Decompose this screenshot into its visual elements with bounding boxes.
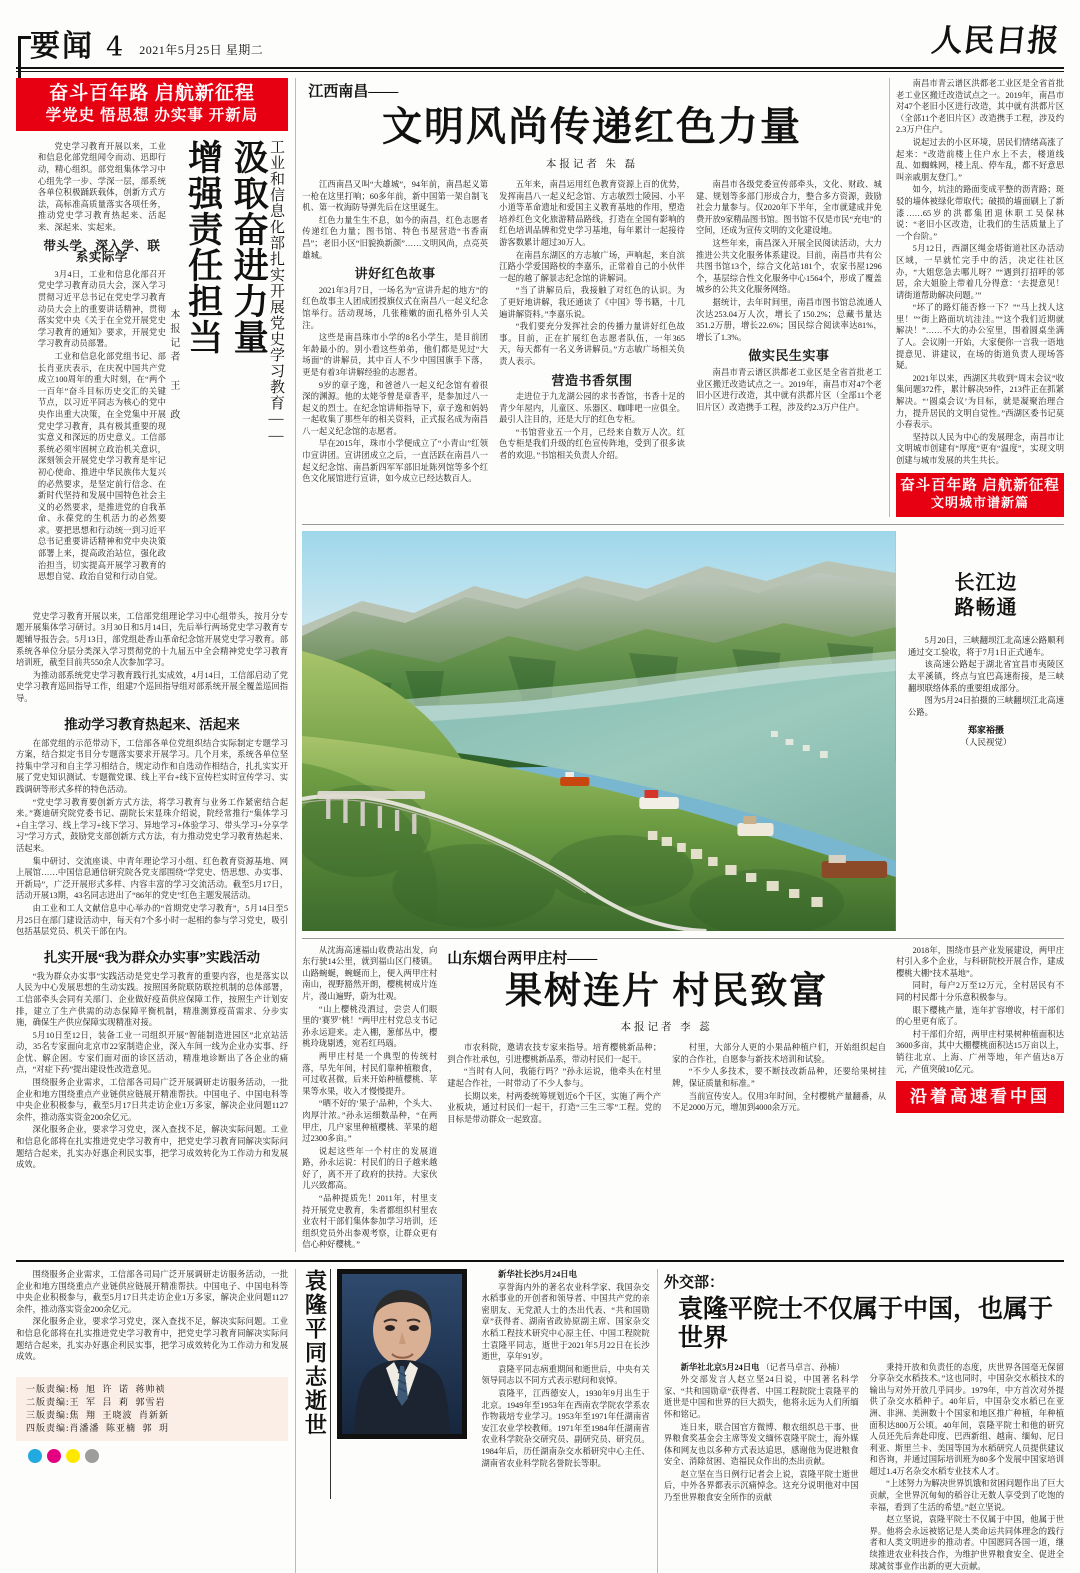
lead-s0-p2: 党史学习教育开展以来，工信部党组理论学习中心组带头，按月分专题开展集体学习研讨。3月30日和5月14日，先后举行两场党史学习教育专题辅导报告会。5月13日，部党组赴香山革命纪念馆开展党史学习教育。部系统各单位分层分类深入学习贯彻党的十九届五中全会精神党史学习教育培训班，截至目前共550余人次参加学习。	[16, 611, 288, 669]
mfa-kicker: 外交部：	[664, 1271, 1064, 1292]
banner-rm-line-1: 奋斗百年路 启航新征程	[898, 477, 1062, 495]
registration-dots	[28, 1449, 288, 1463]
nc-s2-p0: 南昌市青云谱区洪都老工业区是全省首批老工业区搬迁改造试点之一。2019年，南昌市对47个老旧小区进行改造，其中就有洪都片区（全部11个老旧片区）改造携手工程，涉及约2.3万户住户。	[696, 367, 882, 413]
nc-s2-p6: 坚持以人民为中心的发展理念，南昌市让文明城市创建有“厚度”更有“温度”，实现文明创建与城市发展的共生共长。	[896, 432, 1064, 467]
mfa-col-2	[870, 1362, 1065, 1573]
photo-block	[302, 531, 1064, 931]
mfa-dateline: 新华社北京5月24日电	[681, 1363, 760, 1372]
credit-line-3: 四版责编:肖潘潘 陈亚楠 郭 玥	[26, 1422, 278, 1435]
lead-continued-text	[16, 611, 288, 705]
yantai-col-mid-a	[447, 1042, 661, 1126]
nanchang-col-2	[499, 179, 685, 486]
nc-s1-p2: 南昌市各级党委宣传部牵头，文化、财政、城建、规划等多部门形成合力，整合多方资源，鼓励社会力量参与。仅2020年下半年，全市就建成并免费开放9家精品图书馆。图书馆不仅是市民“充电”的空间，还成为宣传文明的文化建设地。	[696, 179, 882, 237]
caption-para-1: 该高速公路起于湖北省宜昌市夷陵区太平溪镇，终点与宜巴高速衔接，是三峡翻坝联络体系的重要组成部分。	[908, 659, 1064, 695]
mfa-l2: 赵立坚在当日例行记者会上说，袁隆平院士逝世后，中外各界都表示沉痛悼念。这充分说明他对中国乃至世界粮食安全所作的贡献	[664, 1469, 859, 1504]
yantai-center	[437, 945, 896, 1127]
lead-s0-p1: 工业和信息化部党组书记、部长肖亚庆表示，在庆祝中国共产党成立100周年的重大时刻，在“两个一百年”奋斗目标历史交汇的关键节点，以习近平同志为核心的党中央作出重大决策，在全党集中开展党史学习教育，具有极其重要的现实意义和深远的历史意义。工信部系统必须牢固树立政治机关意识，深刻领会开展党史学习教育是牢记初心使命、推进中华民族伟大复兴的必然要求，是坚定前行信念、在新时代坚持和发展中国特色社会主义的必然要求，是推进党的自我革命、永葆党的生机活力的必然要求。要把思想和行动统一到习近平总书记重要讲话精神和党中央决策部署上来，提高政治站位，强化政治担当，切实提高开展学习教育的思想自觉、政治自觉和行动自觉。	[38, 351, 166, 583]
nc-s2-p4: “坏了的路灯能否修一下？”“马上找人这里！”“街上路面坑坑洼洼。”“这个我们近期就解决！”……不大的办公室里，围着圆桌坐满了人。会议刚一开始，大家便你一言我一语地提意见、讲建议，在场的街道负责人现场答疑。	[896, 302, 1064, 372]
ob-dateline	[481, 1269, 649, 1281]
caption-para-0: 5月20日，三峡翻坝江北高速公路顺利通过交工验收，将于7月1日正式通车。	[908, 635, 1064, 659]
yangtze-river-photo	[302, 531, 896, 931]
dot-yellow	[66, 1449, 80, 1463]
nanchang-headline: 文明风尚传递红色力量	[302, 105, 882, 149]
lead-s2-p0: “我为群众办实事”实践活动是党史学习教育的重要内容，也是落实以人民为中心发展思想的生动实践。按照国务院联防联控机制的总体部署，工信部牵头会同有关部门、企业做好疫苗供应保障工作，按照生产计划安排，建立了生产供需的动态保障平衡机制，精准测算疫苗需求、分步实施，确保生产供应保障实现精准对接。	[16, 971, 288, 1029]
section-title: 要闻	[30, 32, 94, 62]
nanchang-subhead-2: 做实民生实事	[696, 350, 882, 362]
caption-para-2: 图为5月24日拍摄的三峡翻坝江北高速公路。	[908, 695, 1064, 719]
bl-p0: 围绕服务企业需求，工信部各司局广泛开展调研走访服务活动，一批企业和地方围绕重点产业链供应链展开精准帮扶。中国电子、中国电科等中央企业积极参与，截至5月17日共走访企业1万多家，解决企业问题1127余件，推动落实资金200余亿元。	[16, 1269, 288, 1315]
nanchang-story	[302, 78, 882, 517]
nc-s2-p0-dup: 南昌市青云谱区洪都老工业区是全省首批老工业区搬迁改造试点之一。2019年，南昌市对47个老旧小区进行改造，其中就有洪都片区（全部11个老旧片区）改造携手工程，涉及约2.3万户住户。	[896, 78, 1064, 136]
caption-title-line-2: 路畅通	[908, 596, 1064, 621]
lead-byline: 本报记者 王 政	[166, 309, 181, 459]
nc-s1-p0: 走进位于九龙湖公园的求书香馆，书香十足的青少年屋内，儿童区、乐器区、咖啡吧一应俱全。最引人注目的，还是大厅的红色专柜。	[499, 391, 685, 426]
yt-l1: “山上樱桃没洒过，尝尝人们眼里的‘赛罗’桃！”两甲庄村党总支书记孙永运迎来。走入棚，葱郁丛中，樱桃玲珑剔透，宛若红玛瑙。	[302, 1004, 437, 1050]
yantai-story	[302, 945, 1064, 1252]
nanchang-subhead-0: 讲好红色故事	[302, 268, 488, 280]
nc-lead-0: 江西南昌又叫“大雄城”，94年前，南昌起义第一枪在这里打响；60多年前，新中国第一架自制飞机、第一枚海防导弹先后在这里诞生。	[302, 179, 488, 214]
portrait-illustration	[342, 1274, 462, 1434]
yt-l5: “品种提质先！2011年，村里支持开展党史教育，朱者都组织村里农业农村干部们集体参加学习培训，还组织党员外出参观考察，让群众更有信心种好樱桃。”	[302, 1193, 437, 1251]
lead-subhead-1: 推动学习教育热起来、活起来	[16, 713, 288, 733]
banner-right-mid	[896, 473, 1064, 517]
nc-s0-p3: 早在2015年，珠市小学便成立了“小青山”红领巾宣讲团。宣讲团成立之后，一直活跃在南昌八一起义纪念馆、南昌新四军军部旧址陈列馆等多个红色文化展馆进行宣讲，如今成立已经达数百人。	[302, 438, 488, 484]
caption-title-line-1: 长江边	[908, 571, 1064, 596]
editor-credits	[16, 1377, 288, 1441]
lead-subhead-0: 带头学、深入学、联系实际学	[38, 241, 166, 264]
yt-l0: 从沈海高速福山收费站出发，向东行驶14公里，就到福山区门楼镇。山路蜿蜒，蜿蜒而上，便入两甲庄村南山，视野豁然开朗，樱桃树成片连片，漫山遍野，蔚为壮观。	[302, 945, 437, 1003]
bl-p1: 深化服务企业，要求学习党史，深入查找不足，解决实际问题。工业和信息化部将在扎实推进党史学习教育中，把党史学习教育同解决实际问题结合起来，扎实办好惠企利民实事，把学习成效转化为工作动力和发展成效。	[16, 1316, 288, 1362]
lead-subhead-2: 扎实开展“我为群众办实事”实践活动	[16, 946, 288, 966]
banner-line-2: 学党史 悟思想 办实事 开新局	[18, 106, 286, 126]
lead-headline-block	[16, 139, 288, 609]
caption-photographer: 郑家裕摄	[908, 723, 1064, 736]
yt-m1: “当时有人问，我能行吗？”孙永运说，他牵头在村里建起合作社，一时带动了不少人参与。	[447, 1066, 661, 1089]
page-body	[16, 78, 1064, 1573]
yantai-right-text	[896, 945, 1064, 1076]
masthead	[16, 0, 1064, 62]
nc-s2-p1: 说起过去的小区环境，居民们情绪高涨了起来：“改造前楼上住户水上不去，楼道线乱、如蜘蛛网，楼上乱、停车乱，都不好意思叫亲戚朋友登门。”	[896, 137, 1064, 183]
yt-r1: 2018年，围绕市县产业发展建设，两甲庄村引入多个企业，与科研院校开展合作，建成樱桃大棚“技术基地”。	[896, 945, 1064, 980]
banner-rl-line-1: 沿着高速看中国	[898, 1086, 1062, 1107]
mfa-reporters: （记者马卓言、孙楠）	[762, 1363, 845, 1372]
lead-vertical-kicker: 工业和信息化部扎实开展党史学习教育——	[266, 139, 285, 569]
yantai-byline: 本报记者 李 蕊	[447, 1019, 886, 1034]
obituary-vertical-headline: 袁隆平同志逝世	[302, 1269, 331, 1499]
lead-s1-p2: 集中研讨、交流座谈、中青年理论学习小组、红色教育资源基地、网上展馆……中国信息通信研究院各党支部围绕“学党史、悟思想、办实事、开新局”，广泛开展形式多样、内容丰富的学习交流活动。截至5月17日，活动开展13期，43名同志进出了“86年的党史”红色主题发展活动。	[16, 856, 288, 902]
yt-m2: 长期以来，村两委统筹规划近6个千区，实施了两个产业板块，通过村民们一起干，打造“三生三零”工程。党的目标是带动群众一起致富。	[447, 1091, 661, 1126]
publication-date: 2021年5月25日 星期二	[139, 41, 263, 58]
lead-s1-p1: “党史学习教育要创新方式方法，将学习教育与业务工作紧密结合起来。”赛迪研究院党委书记、副院长宋显珠介绍说，院经常推行“集体学习+自主学习、线上学习+线下学习、异地学习+体验学习、带头学习+分享学习”学习方式，鼓励党支部创新方式方法，有力推动党史学习教育热起来、活起来。	[16, 797, 288, 855]
caption-source: （人民视觉）	[908, 736, 1064, 748]
nc-s0-p0: 2021年3月7日，一场名为“宣讲升起的地方”的红色故事主人团成团授旗仪式在南昌八一起义纪念馆举行。活动现场，几张稚嫩的面孔格外引人关注。	[302, 285, 488, 331]
nc-s0-p4: 五年来，南昌运用红色教育资源上百的优势，发挥南昌八一起义纪念馆、方志敏烈士陵园、小平小道等革命遗址和爱国主义教育基地的作用，塑造培养红色文化旅游精品路线，打造在全国有影响的红色培训品牌和党史学习基地，每年累计一起接待游客数累计超过30万人。	[499, 179, 685, 249]
nanchang-col-3	[696, 179, 882, 486]
lead-s0-p3: 为推动部系统党史学习教育践行扎实成效，4月14日，工信部启动了党史学习教育巡回指导工作，组建7个巡回指导组对部系统开展全覆盖巡回指导。	[16, 670, 288, 705]
ob-p2: 袁隆平，江西德安人，1930年9月出生于北京。1949年至1953年在西南农学院农学系农作物栽培专业学习。1953年至1971年任湖南省安江农业学校教师。1971年至1984年任湖南省农业科学院杂交研究员、副研究员、研究员。1984年后，历任湖南杂交水稻研究中心主任、湖南省农业科学院名誉院长等职。	[481, 1388, 649, 1469]
lead-s1-p3: 由工业和工人文献信息中心举办的“首期党史学习教育”，5月14日至5月25日在部门建设活动中，每天有7个多小时一起相约参与学习党史，吸引包括基层党员、机关干部在内。	[16, 903, 288, 938]
nanchang-byline: 本报记者 朱 磊	[302, 156, 882, 171]
lead-intro-text	[38, 141, 166, 609]
nanchang-col-1	[302, 179, 488, 486]
nanchang-subhead-1: 营造书香氛围	[499, 375, 685, 387]
mfa-r0: 秉持开放和负责任的态度，庆世界各国毫无保留分享杂交水稻技术。”这也同时，中国杂交水稻技术的输出与对外开放几乎同步。1979年，中方首次对外提供了杂交水稻种子。40年后，中国杂交水稻已在亚洲、非洲、美洲数十个国家和地区推广种植，年种植面积达800万公顷。40年间，袁隆平院士和他的研究人员还先后奔赴印度、巴西新组、越南、缅甸、尼日利亚、斯里兰卡、美国等国为水稻研究人员提供建议和咨询，并通过国际培训班为80多个发展中国家培训超过1.4万名杂交水稻专业技术人才。	[870, 1362, 1065, 1478]
nc-s1-p1: “书馆营业五一个月，已经来自数万人次。红色专柜是我们升级的红色宣传阵地，受到了很多读者的欢迎。”书馆相关负责人介绍。	[499, 427, 685, 462]
yantai-kicker: 山东烟台两甲庄村——	[447, 947, 886, 968]
obituary-dateline: 新华社长沙5月24日电	[498, 1270, 577, 1279]
lead-s2-p1: 5月10日至12日，装备工业一司组织开展“智能制造进园区”北京站活动，35名专家面向北京市22家制造企业，深入车间一线为企业办实事、纾企忧、解企困。专家们面对面的诊区活动，精准地诊断出了各企业的痛点，“对症下药”提出建设性改造意见。	[16, 1030, 288, 1076]
yt-r2: 同时，每户2万至12万元，全村居民有不同的村民都十分乐意积极参与。	[896, 980, 1064, 1003]
yt-m4: “不少人多技术，要不断技改新品种，还要给果树挂牌，保证质量和标准。”	[672, 1066, 886, 1089]
caption-body	[908, 635, 1064, 719]
yantai-col-right	[896, 945, 1064, 1114]
yantai-col-mid-b	[672, 1042, 886, 1126]
dot-gray	[85, 1449, 99, 1463]
credit-line-1: 二版责编:王 军 吕 莉 郭雪岩	[26, 1396, 278, 1409]
nc-s2-p3: 5月12日，西湖区绳金塔街道社区办活动区域，一早就忙完手中的活，决定往社区办，“大姐您急去哪儿呀？”“遇到打招呼的邻居，余大姐脸上带着几分得意：‘去提意见！请街道帮助解决问题。’”	[896, 243, 1064, 301]
yt-l2: 两甲庄村是一个典型的传统村落，早先年间，村民们靠种植粮食，可过收甚微，后来开始种植樱桃、苹果等水果，收入才慢慢提升。	[302, 1051, 437, 1097]
page-number: 4	[106, 34, 123, 61]
mfa-dateline-para	[664, 1362, 859, 1374]
credit-line-2: 三版责编:焦 翔 王晓波 肖新新	[26, 1409, 278, 1422]
obituary-text-cols	[477, 1269, 649, 1470]
masthead-rule-thin	[16, 71, 1064, 72]
portrait-image	[342, 1274, 462, 1434]
nc-s2-p2: 如今，坑洼的路面变成平整的沥青路；斑驳的墙体被绿化带取代；破损的墙面刷上了新漆……65岁的洪都集团退休职工吴保林说：“老旧小区改造，让我们的生活质量上了一个台阶。”	[896, 184, 1064, 242]
bottom-left-text	[16, 1269, 288, 1363]
yt-r0: 当前宣传安人。仅用3年时间，全村樱桃产量翻番，从不足2000万元，增加到4000余万元。	[672, 1091, 886, 1114]
divider-below-photo	[302, 938, 1064, 939]
masthead-left	[16, 32, 263, 62]
nc-s2-p5: 2021年以来，西湖区共收到“周末会议”收集问题372件，累计解决59件，213件正在抓紧解决。“‘圆桌会议’为目标，就是凝聚治理合力，提升居民的文明自觉性。”西湖区委书记莫小春表示。	[896, 373, 1064, 431]
yt-m3: 村里，大部分人更的小果品种植户们，开始组织起自家的合作社，自愿参与新技术培训和试验。	[672, 1042, 886, 1065]
nc-s0-p7: “我们要充分发挥社会的传播力量讲好红色故事。目前，正在扩展红色志愿者队伍，一年365天，每天都有一名义务讲解员。”方志敏广场相关负责人表示。	[499, 321, 685, 367]
lead-story-column	[16, 78, 288, 1172]
lead-s1-p0: 在部党组的示范带动下，工信部各单位党组织结合实际制定专题学习方案，结合拟定书目分专题落实要求开展学习。几个月来，系统各单位坚持集中学习和自主学习相结合，规定动作和自选动作相结合，扎扎实实开展了党史知识测试、专题微党课、线上平台+线下宣传栏实时宣传学习、实践调研等形式多样的特色活动。	[16, 738, 288, 796]
yt-r3: 眼下樱桃产量，连年扩容增收，村干部们的心里更有底了。	[896, 1005, 1064, 1028]
nc-s1-p3: 这些年来，南昌深入开展全民阅读活动，大力推进公共文化服务体系建设。目前，南昌市共有公共图书馆13个，综合文化站181个，农家书屋1296个，基层综合性文化服务中心1564个，形成了覆盖城乡的公共文化服务网络。	[696, 238, 882, 296]
masthead-rule	[16, 67, 1064, 69]
divider-bottom-section	[16, 1260, 1064, 1262]
mfa-headline: 袁隆平院士不仅属于中国，也属于世界	[678, 1296, 1064, 1354]
obituary-col-1	[481, 1269, 649, 1470]
nanchang-kicker: 江西南昌——	[308, 80, 882, 101]
nc-s0-p1: 这些是南昌珠市小学的8名小学生，是目前团年龄最小的。别小看这些弟弟，他们都是见过“大场面”的讲解员，其中百人不少中国国旗手下落，更是有着3年讲解经验的志愿者。	[302, 332, 488, 378]
lead-headline-line-1: 汲取奋进力量	[231, 139, 267, 609]
lead-headline-line-2: 增强责任担当	[185, 139, 221, 609]
mfa-l1: 连日来，联合国官方微博、粮农组织总干事、世界粮食奖基金会主席等发文缅怀袁隆平院士，海外媒体和网友也以多种方式表达追思，感谢他为促进粮食安全、消除贫困、造福民众作出的杰出贡献。	[664, 1422, 859, 1468]
mfa-l0: 外交部发言人赵立坚24日说，中国著名科学家、“共和国勋章”获得者、中国工程院院士袁隆平的逝世是中国和世界的巨大损失，他将永远为人们所缅怀和铭记。	[664, 1374, 859, 1420]
lead-section-2-text	[16, 971, 288, 1171]
lead-intro-paragraph: 党史学习教育开展以来，工业和信息化部党组闻令而动、迅即行动，精心组织。部党组集体学习中心组先学一步、学深一层，部系统各单位积极踊跃载体，创新方式方法，高标准高质量落实各项任务，推动党史学习教育热起来、活起来、深起来、实起来。	[38, 141, 166, 234]
bottom-left-column	[16, 1269, 288, 1463]
lead-s0-p0: 3月4日，工业和信息化部召开党史学习教育动员大会，深入学习贯彻习近平总书记在党史学习教育动员大会上的重要讲话精神，贯彻落实党中央《关于在全党开展党史学习教育的通知》要求，开展党史学习教育动员部署。	[38, 269, 166, 350]
mfa-col-1	[664, 1362, 859, 1573]
right-col-text	[896, 78, 1064, 467]
banner-line-1: 奋斗百年路 启航新征程	[18, 82, 286, 106]
lead-s2-p3: 深化服务企业，要求学习党史，深入查找不足，解决实际问题。工业和信息化部将在扎实推进党史学习教育中，把党史学习教育同解决实际问题结合起来，扎实办好惠企利民实事，把学习成效转化为工作动力和发展成效。	[16, 1124, 288, 1170]
banner-right-low	[896, 1081, 1064, 1113]
yt-l4: 说起这些年一个村庄的发展道路，孙永运说：村民们的日子越来越好了，离不开了政府的扶持。大家伙儿兴致都高。	[302, 1146, 437, 1192]
yantai-col-left	[302, 945, 437, 1252]
mfa-story	[664, 1269, 1064, 1573]
center-column	[302, 78, 1064, 1252]
lead-s2-p2: 围绕服务企业需求，工信部各司局广泛开展调研走访服务活动，一批企业和地方围绕重点产业链供应链展开精准帮扶。中国电子、中国电科等中央企业积极参与，截至5月17日共走访企业1万多家，解决企业问题1127余件，推动落实资金200余亿元。	[16, 1077, 288, 1123]
mfa-r2: 赵立坚说，袁隆平院士不仅属于中国，他属于世界。他将会永远被铭记是人类命运共同体理念的践行者和人类文明进步的推动者。中国愿同各国一道，继续推进农业科技合作，为维护世界粮食安全、促进全球减贫事业作出新的更大贡献。	[870, 1514, 1065, 1572]
banner-top-left	[16, 78, 288, 131]
yt-m0: 市农科院，邀请农技专家来指导。培育樱桃新品种；到合作社承包，引进樱桃新品系，带动村民们一起干。	[447, 1042, 661, 1065]
ob-p0: 享誉海内外的著名农业科学家、我国杂交水稻事业的开创者和领导者、中国共产党的亲密朋友、无党派人士的杰出代表、“共和国勋章”获得者、湖南省政协原副主席、国家杂交水稻工程技术研究中心原主任、中国工程院院士袁隆平同志，逝世于2021年5月22日在长沙逝世，享年91岁。	[481, 1282, 649, 1363]
paper-logo: 人民日报	[930, 15, 1063, 60]
nc-s0-p6: “当了讲解员后，我接触了对红色的认识。为了更好地讲解，我还通读了《中国》等书籍，十几遍讲解资料。”李嘉乐说。	[499, 285, 685, 320]
mfa-r1: “上述努力为解决世界饥饿和贫困问题作出了巨大贡献，全世界沉甸甸的稻谷让无数人享受到了吃饱的幸福，看到了生活的希望。”赵立坚说。	[870, 1478, 1065, 1513]
nc-s0-p2: 9岁的章子逸，和爸爸八一起义纪念馆有着很深的渊源。他的太姥爷曾是章香平，是参加过八一起义的烈士。在纪念馆讲师指导下，章子逸和妈妈一起收集了那些年的相关资料，正式报名成为南昌八一起义纪念馆的志愿者。	[302, 380, 488, 438]
dot-magenta	[47, 1449, 61, 1463]
nc-s0-p5: 在南昌东湖区的方志敏广场，声响起，来自滨江路小学爱国路校的李嘉乐，正常着自己的小伙伴一起的越了解景志纪念馆的讲解词。	[499, 250, 685, 285]
photo-illustration	[302, 531, 896, 931]
credit-line-0: 一版责编:杨 旭 许 诺 蒋帅祯	[26, 1383, 278, 1396]
ob-p1: 袁隆平同志病重期间和逝世后，中央有关领导同志以不同方式表示慰问和哀悼。	[481, 1364, 649, 1387]
yt-l3: “晒不好的‘果子’品种，个头大、肉厚汁浓。”孙永运细数品种，“在两甲庄，几户家里种植樱桃、苹果的超过2300多亩。”	[302, 1098, 437, 1144]
divider-above-photo	[302, 524, 1064, 525]
banner-rm-line-2: 文明城市谱新篇	[898, 495, 1062, 512]
yuan-obituary	[302, 1269, 649, 1499]
right-column-top	[896, 78, 1064, 517]
bottom-block	[16, 1269, 1064, 1573]
yuan-portrait	[337, 1269, 467, 1439]
nc-lead-1: 红色力量生生不息，如今的南昌，红色志愿者传递红色力量；图书馆、特色书屋营造“书香南昌”；老旧小区“旧貌换新颜”……文明风尚，点亮英雄城。	[302, 215, 488, 261]
photo-caption-block	[896, 531, 1064, 748]
yt-r4: 村干部们介绍，两甲庄村果树种植面积达3600多亩，其中大棚樱桃面积达15万亩以上，销往北京、上海、广州等地，年产值达8万元，产值突破10亿元。	[896, 1029, 1064, 1075]
nc-s1-p4: 据统计，去年时间里，南昌市图书馆总流通人次达253.04万人次，增长了150.2%；总藏书量达351.2万册，增长22.6%；国民综合阅读率达81%，增长了1.3%。	[696, 297, 882, 343]
yantai-headline: 果树连片 村民致富	[447, 972, 886, 1013]
dot-cyan	[28, 1449, 42, 1463]
lead-section-1-text	[16, 738, 288, 938]
